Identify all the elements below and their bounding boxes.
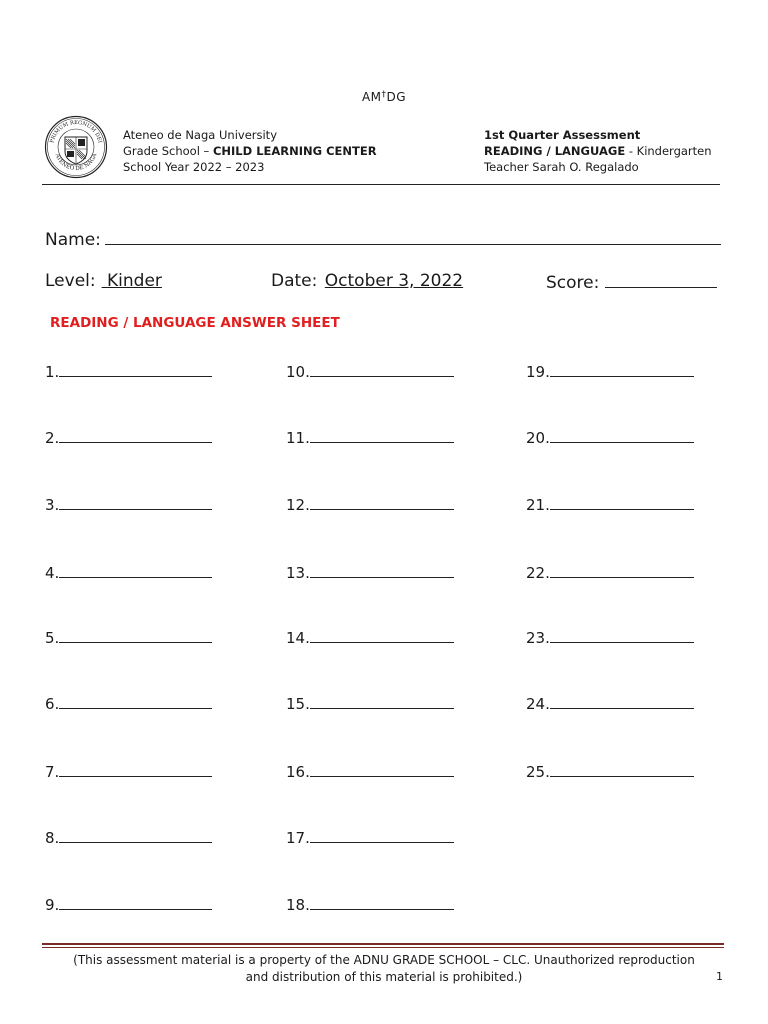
score-label: Score: (546, 273, 600, 293)
answer-blank[interactable] (550, 628, 694, 643)
answer-item (45, 428, 212, 447)
answer-item (526, 694, 694, 713)
university-seal-icon (44, 115, 108, 179)
answer-item (286, 563, 454, 582)
answer-blank[interactable] (310, 495, 454, 510)
answer-number: 20. (526, 429, 550, 447)
answer-number: 1. (45, 363, 60, 381)
answer-blank[interactable] (550, 428, 694, 443)
answer-number: 12. (286, 496, 310, 514)
answer-blank[interactable] (310, 762, 454, 777)
assessment-subject-name: READING / LANGUAGE (484, 144, 626, 158)
footer-notice-line2: and distribution of this material is prohibited.) (245, 970, 523, 984)
level-row (45, 271, 162, 291)
amdg-left: AM (361, 90, 382, 104)
answer-blank[interactable] (59, 828, 212, 843)
answer-item (286, 828, 454, 847)
name-row (45, 226, 721, 250)
name-label: Name: (45, 230, 101, 250)
answer-blank[interactable] (310, 428, 454, 443)
footer-divider (42, 943, 724, 948)
answer-blank[interactable] (59, 563, 212, 578)
school-info (123, 127, 377, 175)
answer-number: 19. (526, 363, 550, 381)
answer-blank[interactable] (310, 563, 454, 578)
date-row (271, 271, 463, 291)
answer-number: 23. (526, 629, 550, 647)
score-row (546, 271, 717, 293)
answer-number: 4. (45, 564, 60, 582)
answer-number: 11. (286, 429, 310, 447)
answer-blank[interactable] (310, 828, 454, 843)
answer-item (286, 495, 454, 514)
footer-notice (60, 952, 708, 986)
answer-item (45, 628, 212, 647)
answer-blank[interactable] (59, 628, 212, 643)
answer-blank[interactable] (310, 694, 454, 709)
answer-number: 18. (286, 896, 310, 914)
answer-blank[interactable] (59, 762, 212, 777)
answer-blank[interactable] (550, 762, 694, 777)
answer-sheet-title: READING / LANGUAGE ANSWER SHEET (50, 315, 340, 331)
date-value: October 3, 2022 (324, 271, 464, 291)
answer-blank[interactable] (550, 495, 694, 510)
name-field[interactable] (105, 226, 721, 245)
answer-number: 22. (526, 564, 550, 582)
assessment-subject (484, 143, 712, 159)
school-year: School Year 2022 – 2023 (123, 160, 265, 174)
answer-blank[interactable] (59, 495, 212, 510)
answer-item (526, 495, 694, 514)
answer-number: 13. (286, 564, 310, 582)
answer-item (526, 762, 694, 781)
seal-text-top: PRIMUM REGNUM DEI (49, 119, 103, 144)
assessment-quarter (484, 127, 712, 143)
answer-blank[interactable] (310, 628, 454, 643)
cross-icon: † (381, 90, 387, 100)
answer-item (286, 762, 454, 781)
amdg-right: DG (386, 90, 407, 104)
answer-item (286, 628, 454, 647)
school-name: Ateneo de Naga University (123, 128, 277, 142)
school-division-prefix: Grade School – (123, 144, 213, 158)
answer-item (45, 762, 212, 781)
level-label: Level: (45, 271, 96, 291)
answer-blank[interactable] (59, 895, 212, 910)
answer-number: 17. (286, 829, 310, 847)
answer-item (45, 563, 212, 582)
answer-number: 14. (286, 629, 310, 647)
answer-item (526, 362, 694, 381)
answer-item (526, 563, 694, 582)
score-field[interactable] (605, 271, 717, 288)
header-divider (42, 184, 720, 185)
answer-number: 21. (526, 496, 550, 514)
answer-number: 2. (45, 429, 60, 447)
answer-number: 6. (45, 695, 60, 713)
answer-number: 16. (286, 763, 310, 781)
level-value: Kinder (101, 271, 162, 291)
answer-item (45, 694, 212, 713)
answer-item (45, 895, 212, 914)
seal-text-bottom: ATENEO DE NAGA (53, 152, 99, 173)
answer-blank[interactable] (550, 563, 694, 578)
answer-item (286, 428, 454, 447)
assessment-info (484, 127, 712, 175)
answer-item (286, 362, 454, 381)
school-division-name: CHILD LEARNING CENTER (212, 144, 377, 158)
answer-item (45, 828, 212, 847)
answer-number: 10. (286, 363, 310, 381)
answer-blank[interactable] (310, 362, 454, 377)
amdg-motto (0, 90, 768, 104)
answer-number: 15. (286, 695, 310, 713)
answer-blank[interactable] (310, 895, 454, 910)
answer-number: 5. (45, 629, 60, 647)
answer-number: 3. (45, 496, 60, 514)
answer-blank[interactable] (59, 362, 212, 377)
answer-blank[interactable] (59, 428, 212, 443)
answer-number: 9. (45, 896, 60, 914)
answer-number: 25. (526, 763, 550, 781)
answer-item (45, 495, 212, 514)
assessment-grade-level: - Kindergarten (625, 144, 712, 158)
school-division (123, 143, 377, 159)
answer-number: 7. (45, 763, 60, 781)
footer-notice-line1: (This assessment material is a property of the ADNU GRADE SCHOOL – CLC. Unauthorized reproduction (73, 953, 695, 967)
answer-blank[interactable] (59, 694, 212, 709)
answer-item (526, 628, 694, 647)
date-label: Date: (271, 271, 318, 291)
answer-item (45, 362, 212, 381)
answer-blank[interactable] (550, 694, 694, 709)
answer-number: 8. (45, 829, 60, 847)
answer-blank[interactable] (550, 362, 694, 377)
answer-item (286, 895, 454, 914)
answer-item (526, 428, 694, 447)
assessment-teacher: Teacher Sarah O. Regalado (484, 160, 639, 174)
answer-item (286, 694, 454, 713)
answer-number: 24. (526, 695, 550, 713)
page-number: 1 (716, 970, 723, 983)
assessment-quarter-text: 1st Quarter Assessment (484, 128, 641, 142)
